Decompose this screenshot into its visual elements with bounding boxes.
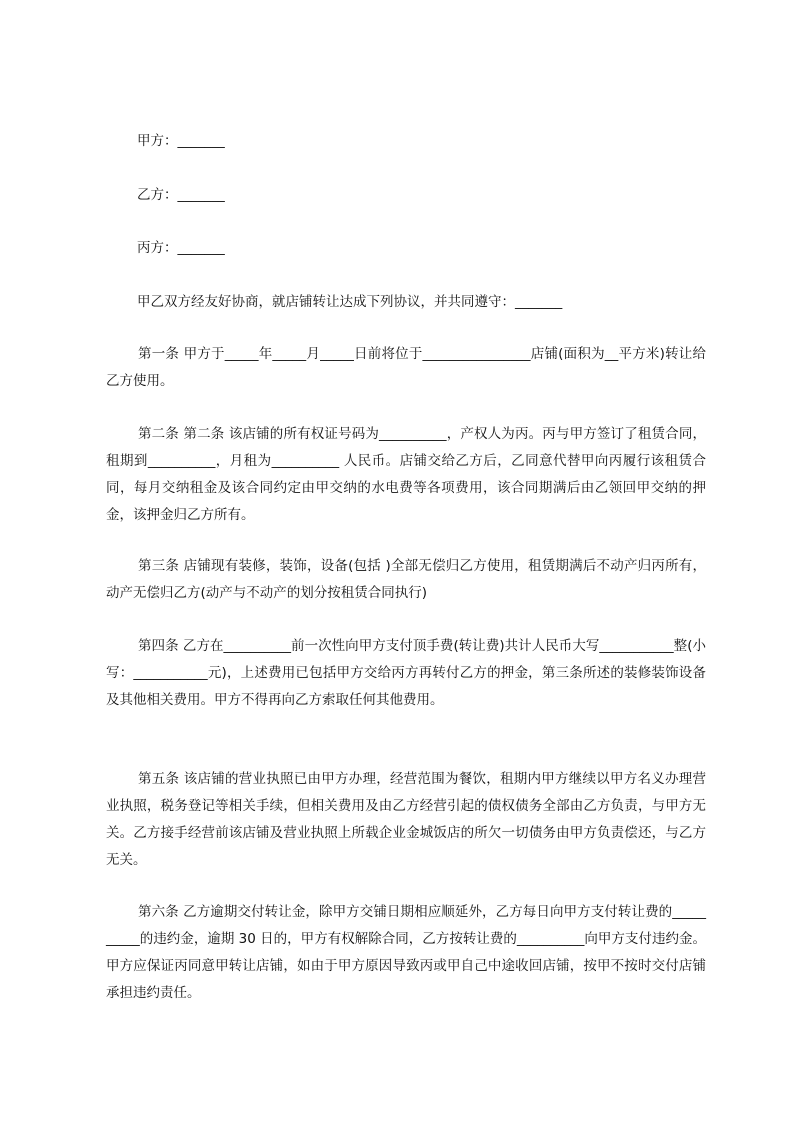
article-6: 第六条 乙方逾期交付转让金，除甲方交铺日期相应顺延外，乙方每日向甲方支付转让费的__________的违约金，逾期 30 日的，甲方有权解除合同，乙方按转让费的__________向甲方支付违约金。甲方应保证丙同意甲转让店铺，如由于甲方原因导致丙或甲自己中途收回店铺，按甲不按时交付店铺承担违约责任。 — [106, 904, 706, 1001]
party-b-line: 乙方：_______ — [137, 187, 225, 203]
article-2: 第二条 第二条 该店铺的所有权证号码为__________，产权人为丙。丙与甲方签订了租赁合同，租期到__________，月租为__________ 人民币。店铺交给乙方后，乙同意代替甲向丙履行该租赁合同，每月交纳租金及该合同约定由甲交纳的水电费等各项费用，该合同期满后由乙领回甲交纳的押金，该押金归乙方所有。 — [106, 426, 706, 523]
intro-paragraph: 甲乙双方经友好协商，就店铺转让达成下列协议，并共同遵守：_______ — [137, 294, 563, 310]
article-5: 第五条 该店铺的营业执照已由甲方办理，经营范围为餐饮，租期内甲方继续以甲方名义办理营业执照，税务登记等相关手续，但相关费用及由乙方经营引起的债权债务全部由乙方负责，与甲方无关。乙方接手经营前该店铺及营业执照上所载企业金城饭店的所欠一切债务由甲方负责偿还，与乙方无关。 — [106, 771, 706, 868]
article-4: 第四条 乙方在__________前一次性向甲方支付顶手费(转让费)共计人民币大写___________整(小写：___________元)，上述费用已包括甲方交给丙方再转付乙方的押金，第三条所述的装修装饰设备及其他相关费用。甲方不得再向乙方索取任何其他费用。 — [106, 638, 706, 708]
article-3: 第三条 店铺现有装修，装饰，设备(包括 )全部无偿归乙方使用，租赁期满后不动产归丙所有，动产无偿归乙方(动产与不动产的划分按租赁合同执行) — [106, 558, 706, 601]
article-1: 第一条 甲方于_____年_____月_____日前将位于________________店铺(面积为__平方米)转让给乙方使用。 — [106, 346, 706, 389]
party-a-line: 甲方：_______ — [137, 133, 225, 149]
party-c-line: 丙方：_______ — [137, 240, 225, 256]
